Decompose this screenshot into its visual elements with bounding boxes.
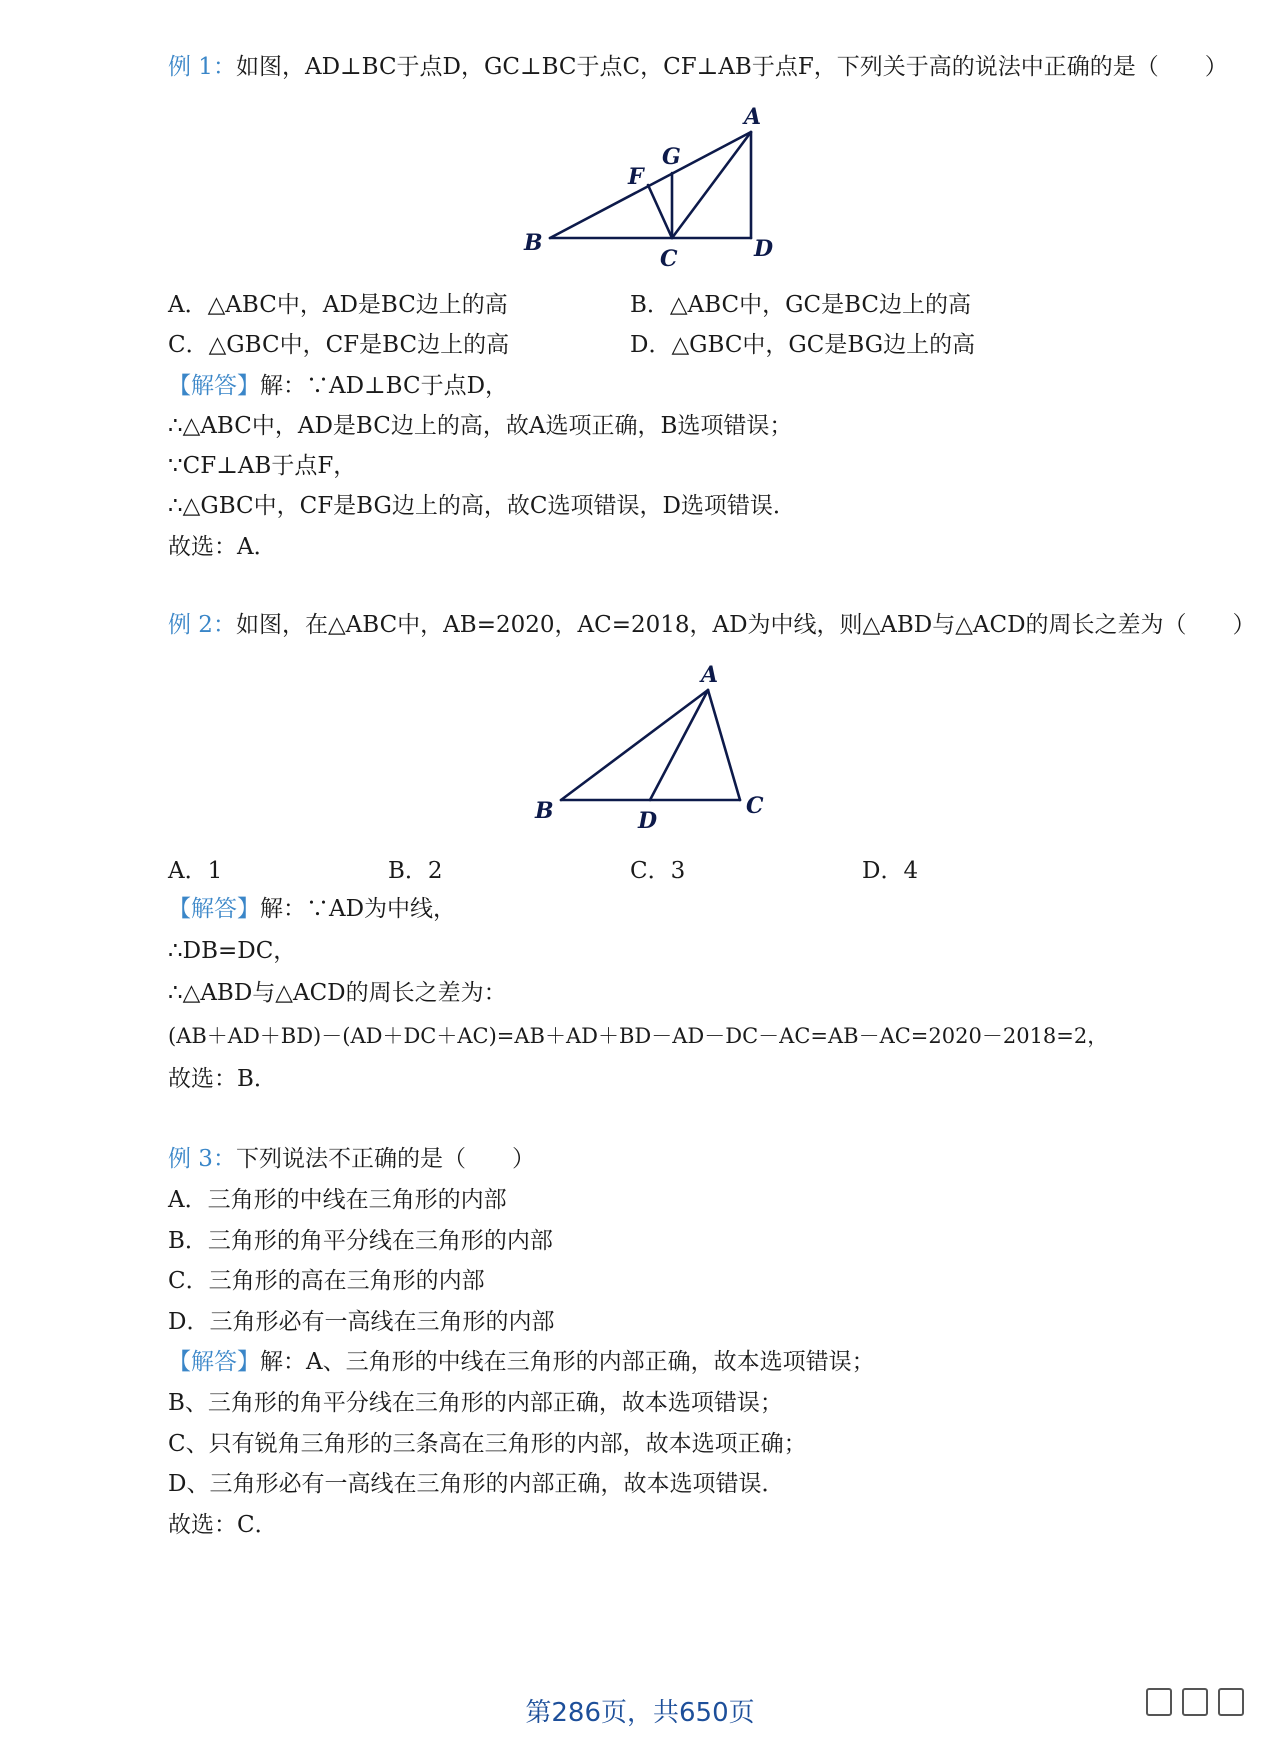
ex2-figure	[525, 660, 785, 834]
page-thumb-icon[interactable]	[1182, 1688, 1208, 1716]
ex2-answer-line-4: (AB＋AD＋BD)－(AD＋DC＋AC)=AB＋AD＋BD－AD－DC－AC=AB－AC=2020－2018=2，	[168, 1024, 1109, 1048]
ex1-option-a: A．△ABC中，AD是BC边上的高	[168, 292, 508, 318]
ex3-option-b: B．三角形的角平分线在三角形的内部	[168, 1228, 553, 1254]
ex2-option-b: B．2	[388, 858, 443, 884]
ex2-question	[168, 610, 1256, 640]
ex3-tag: 例 3：	[168, 1146, 236, 1172]
ex1-question	[168, 52, 1228, 82]
ex3-answer-line-2: B、三角形的角平分线在三角形的内部正确，故本选项错误；	[168, 1390, 783, 1416]
ex2-tag: 例 2：	[168, 612, 236, 638]
ex1-option-c: C．△GBC中，CF是BC边上的高	[168, 332, 510, 358]
ex1-label-G: G	[662, 144, 681, 170]
ex1-figure	[520, 96, 780, 276]
ex1-answer-line-4: ∴△GBC中，CF是BG边上的高，故C选项错误，D选项错误．	[168, 493, 796, 519]
page-number: 第286页，共650页	[525, 1698, 755, 1728]
ex2-option-c: C．3	[630, 858, 686, 884]
ex1-answer-line-1: 【解答】解：∵AD⊥BC于点D，	[168, 373, 509, 399]
ex2-answer-line-2: ∴DB=DC，	[168, 938, 297, 964]
ex2-option-d: D．4	[862, 858, 919, 884]
ex2-question-text: 如图，在△ABC中，AB=2020，AC=2018，AD为中线，则△ABD与△ACD的周长之差为（ ）	[235, 612, 1256, 638]
ex3-question	[168, 1144, 535, 1174]
ex1-answer-tag: 【解答】	[168, 373, 260, 399]
ex1-label-D: D	[754, 236, 774, 262]
ex1-question-text: 如图，AD⊥BC于点D，GC⊥BC于点C，CF⊥AB于点F，下列关于高的说法中正确的是（ ）	[235, 54, 1228, 80]
ex2-option-a: A．1	[168, 858, 223, 884]
ex2-label-D: D	[638, 808, 658, 834]
ex3-option-d: D．三角形必有一高线在三角形的内部	[168, 1309, 555, 1335]
ex3-answer-line-3: C、只有锐角三角形的三条高在三角形的内部，故本选项正确；	[168, 1431, 807, 1457]
ex2-answer-line-3: ∴△ABD与△ACD的周长之差为：	[168, 980, 507, 1006]
ex2-answer-line-1: 【解答】解：∵AD为中线，	[168, 896, 457, 922]
ex1-answer-line-2: ∴△ABC中，AD是BC边上的高，故A选项正确，B选项错误；	[168, 413, 793, 439]
ex1-seg-CA	[672, 132, 751, 238]
ex3-question-text: 下列说法不正确的是（ ）	[235, 1146, 535, 1172]
ex1-label-F: F	[628, 164, 644, 190]
ex3-option-c: C．三角形的高在三角形的内部	[168, 1268, 485, 1294]
ex2-seg-AC	[708, 690, 740, 800]
ex1-label-A: A	[744, 104, 762, 130]
ex1-tag: 例 1：	[168, 54, 236, 80]
ex2-label-B: B	[535, 798, 554, 824]
ex2-seg-AD	[650, 690, 708, 800]
ex3-answer-tag: 【解答】	[168, 1349, 260, 1375]
ex2-label-A: A	[701, 662, 719, 688]
ex2-label-C: C	[746, 793, 764, 819]
ex3-answer-line-4: D、三角形必有一高线在三角形的内部正确，故本选项错误．	[168, 1471, 785, 1497]
page-thumb-icon[interactable]	[1218, 1688, 1244, 1716]
viewer-toolbar	[1146, 1688, 1244, 1716]
page-thumb-icon[interactable]	[1146, 1688, 1172, 1716]
ex1-label-C: C	[660, 246, 678, 272]
ex1-answer-line-5: 故选：A．	[168, 534, 277, 560]
ex2-seg-BA	[561, 690, 708, 800]
ex3-option-a: A．三角形的中线在三角形的内部	[168, 1187, 507, 1213]
ex3-answer-line-1: 【解答】解：A、三角形的中线在三角形的内部正确，故本选项错误；	[168, 1349, 875, 1375]
ex3-answer-line-5: 故选：C．	[168, 1512, 278, 1538]
ex2-answer-tag: 【解答】	[168, 896, 260, 922]
ex1-seg-BA	[550, 132, 751, 238]
ex1-label-B: B	[524, 230, 543, 256]
ex1-seg-CF	[648, 185, 672, 238]
ex1-option-b: B．△ABC中，GC是BC边上的高	[630, 292, 972, 318]
ex1-answer-line-3: ∵CF⊥AB于点F，	[168, 453, 357, 479]
ex1-option-d: D．△GBC中，GC是BG边上的高	[630, 332, 976, 358]
ex2-answer-line-5: 故选：B．	[168, 1066, 277, 1092]
